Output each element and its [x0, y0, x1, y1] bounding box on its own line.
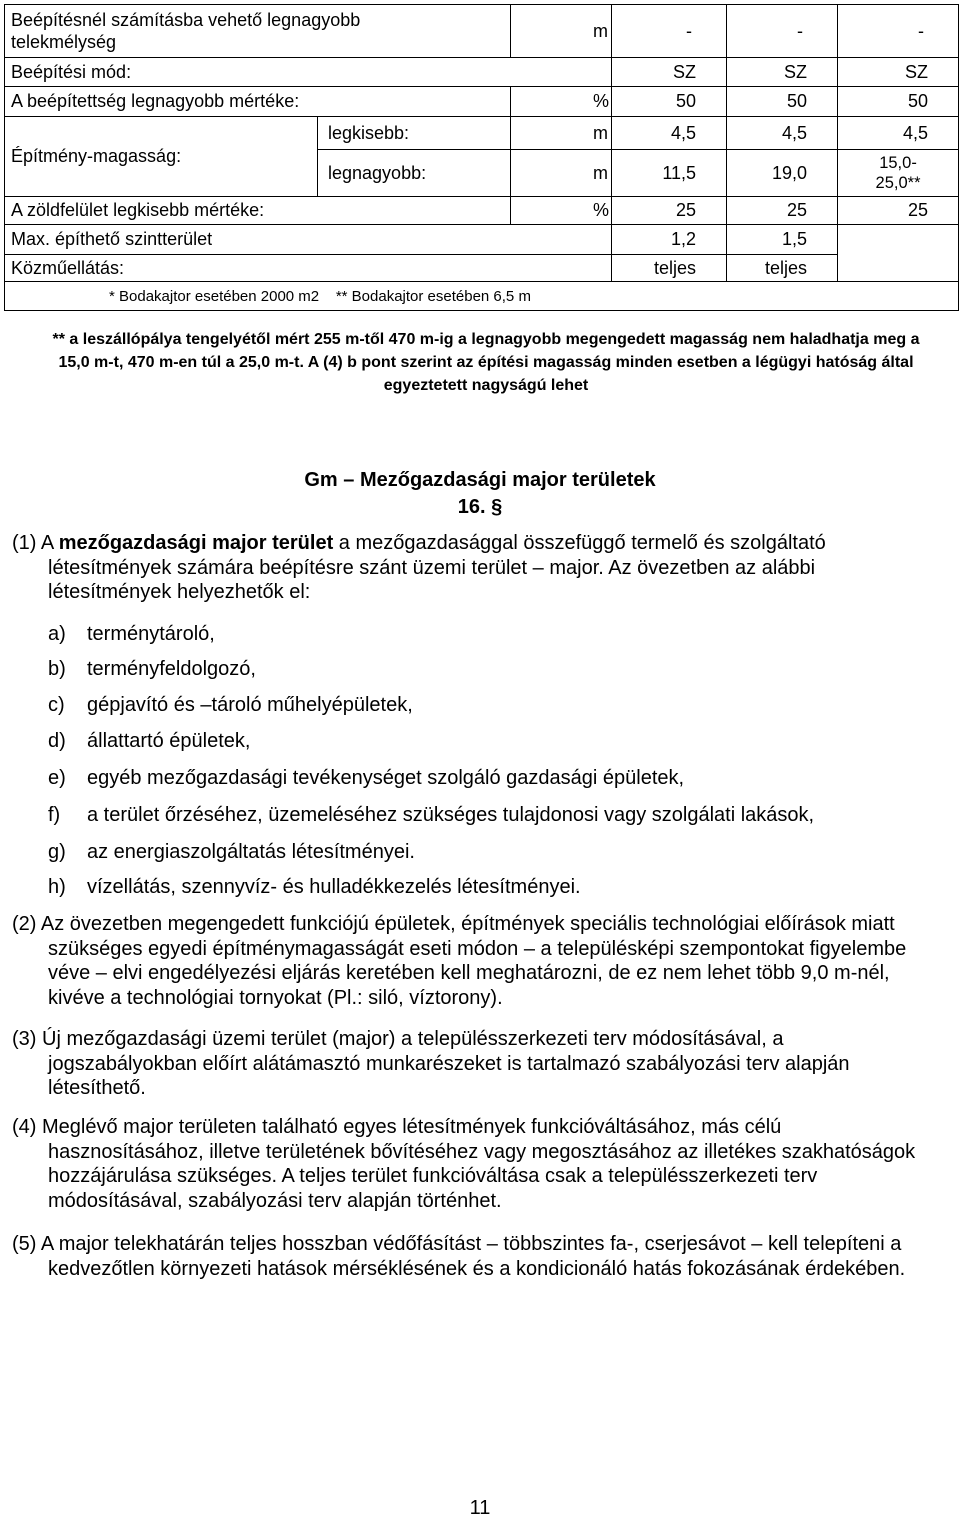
list-item [48, 803, 928, 827]
list-item-text: az energiaszolgáltatás létesítményei. [87, 841, 415, 863]
value-cell: 4,5 [727, 117, 838, 150]
list-item [48, 840, 928, 864]
value-cell: 50 [838, 87, 959, 117]
table-row [5, 282, 959, 311]
table-row [5, 255, 959, 282]
list-item [48, 693, 928, 717]
value-cell: teljes [612, 255, 727, 282]
value-cell [838, 255, 959, 282]
sub-label: legnagyobb: [318, 150, 511, 197]
list-item [48, 766, 928, 790]
list-item-label: b) [48, 658, 66, 680]
paragraph-2-text: (2) Az övezetben megengedett funkciójú épületek, építmények speciális technológiai előírások miatt szükséges egyedi építménymagasságát eseti módon – a településképi szempontokat figyelembe véve – elvi engedélyezési eljárás keretében kell meghatározni, de ez nem lehet több 9,0 m-nél, kivéve a technológiai tornyokat (Pl.: siló, víztorony). [12, 913, 907, 1009]
value-cell: SZ [727, 58, 838, 87]
list-item-text: gépjavító és –tároló műhelyépületek, [87, 694, 413, 716]
value-cell: 25 [727, 197, 838, 225]
value-cell: SZ [612, 58, 727, 87]
paragraph-1-text [12, 531, 932, 605]
page-number: 11 [469, 1497, 491, 1519]
list-item [48, 729, 928, 753]
value-cell: 11,5 [612, 150, 727, 197]
paragraph-4 [12, 1115, 932, 1213]
list-item-text: a terület őrzéséhez, üzemeléséhez szükséges tulajdonosi vagy szolgálati lakások, [87, 804, 815, 826]
list-item-label: e) [48, 767, 66, 789]
list-item [48, 622, 928, 646]
table-row [5, 5, 959, 58]
unit-cell: m [511, 117, 612, 150]
value-cell: 50 [612, 87, 727, 117]
table-row [5, 117, 959, 150]
table-row [5, 87, 959, 117]
height-restriction-note: ** a leszállópálya tengelyétől mért 255 m-től 470 m-ig a legnagyobb megengedett magasság nem haladhatja meg a 15,0 m-t, 470 m-en túl a 25,0 m-t. A (4) b pont szerint az építési magasság minden esetben a légügyi hatóság által egyeztetett nagyságú lehet [52, 331, 920, 394]
value-cell: 19,0 [727, 150, 838, 197]
list-item-text: terménytároló, [87, 623, 215, 645]
value-cell: 1,5 [727, 225, 838, 255]
value-cell: SZ [838, 58, 959, 87]
list-item-text: egyéb mezőgazdasági tevékenységet szolgáló gazdasági épületek, [87, 767, 685, 789]
paragraph-5 [12, 1232, 932, 1281]
paragraph-3 [12, 1027, 932, 1101]
list-item-label: g) [48, 841, 66, 863]
row-label: Közműellátás: [5, 255, 612, 282]
table-row [5, 197, 959, 225]
value-cell: 25 [838, 197, 959, 225]
section-number: 16. § [457, 496, 503, 518]
value-cell: 25 [612, 197, 727, 225]
list-item-text: vízellátás, szennyvíz- és hulladékkezelés létesítményei. [87, 876, 581, 898]
row-label: Építmény-magasság: [5, 117, 318, 197]
value-cell: - [612, 5, 727, 58]
paragraph-4-text: (4) Meglévő major területen található egyes létesítmények funkcióváltásához, más célú hasznosításához, illetve területének bővítéséhez vagy megosztásához az illetékes szakhatóságok hozzájárulása szükséges. A teljes terület funkcióváltása csak a településszerkezeti terv módosításával, szabályozási terv alapján történhet. [12, 1116, 916, 1212]
value-cell [838, 225, 959, 255]
table-footnote: * Bodakajtor esetében 2000 m2 ** Bodakajtor esetében 6,5 m [5, 282, 959, 311]
row-label: Beépítésnél számításba vehető legnagyobb telekmélység [5, 5, 511, 58]
list-item-text: állattartó épületek, [87, 730, 251, 752]
unit-cell: m [511, 150, 612, 197]
table-row [5, 58, 959, 87]
row-label: A zöldfelület legkisebb mértéke: [5, 197, 511, 225]
unit-cell: % [511, 197, 612, 225]
row-label: Max. építhető szintterület [5, 225, 612, 255]
list-item-label: h) [48, 876, 66, 898]
paragraph-1-prefix: (1) A [12, 532, 59, 554]
table-row [5, 225, 959, 255]
value-cell: - [838, 5, 959, 58]
sub-label: legkisebb: [318, 117, 511, 150]
value-cell: 50 [727, 87, 838, 117]
value-cell: teljes [727, 255, 838, 282]
unit-cell: m [511, 5, 612, 58]
value-cell: 15,0- 25,0** [838, 150, 959, 197]
value-cell: 1,2 [612, 225, 727, 255]
section-title: Gm – Mezőgazdasági major területek [304, 469, 656, 491]
list-item-label: d) [48, 730, 66, 752]
list-item-label: f) [48, 804, 61, 826]
list-item [48, 875, 928, 899]
row-label: A beépítettség legnagyobb mértéke: [5, 87, 511, 117]
paragraph-5-text: (5) A major telekhatárán teljes hosszban védőfásítást – többszintes fa-, cserjesávot – kell telepíteni a kedvezőtlen környezeti hatások mérséklésének és a kondicionáló hatás fokozásának érdekében. [12, 1233, 906, 1280]
row-label: Beépítési mód: [5, 58, 612, 87]
list-item-text: terményfeldolgozó, [87, 658, 256, 680]
paragraph-1-bold: mezőgazdasági major terület [58, 532, 334, 554]
list-item-label: c) [48, 694, 65, 716]
value-cell: 4,5 [838, 117, 959, 150]
paragraph-2 [12, 912, 932, 1010]
list-item-label: a) [48, 623, 66, 645]
paragraph-1 [12, 531, 932, 605]
paragraph-1-rest: a mezőgazdasággal összefüggő termelő és szolgáltató létesítmények számára beépítésre szánt üzemi terület – major. Az övezetben az alábbi létesítmények helyezhetők el: [48, 532, 826, 603]
paragraph-3-text: (3) Új mezőgazdasági üzemi terület (major) a településszerkezeti terv módosításával, a jogszabályokban előírt alátámasztó munkarészeket is tartalmazó szabályozási terv alapján létesíthető. [12, 1028, 850, 1099]
value-cell: 4,5 [612, 117, 727, 150]
regulation-table [4, 4, 959, 311]
value-cell: - [727, 5, 838, 58]
unit-cell: % [511, 87, 612, 117]
list-item [48, 657, 928, 681]
